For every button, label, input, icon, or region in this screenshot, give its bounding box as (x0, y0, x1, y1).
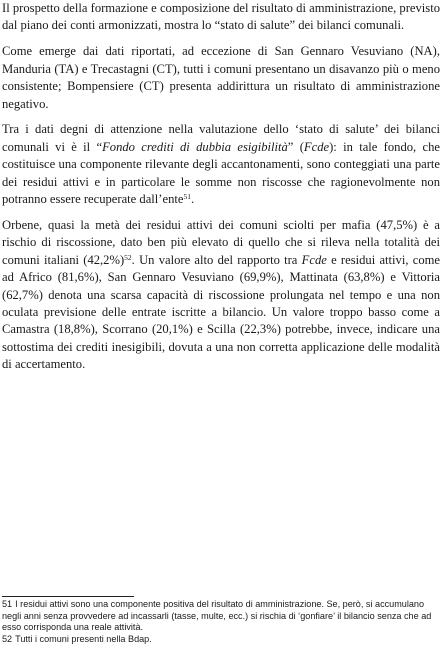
footnote-ref-52[interactable]: 52 (124, 252, 132, 262)
footnote-number: 52 (2, 633, 13, 644)
paragraph-4-text-middle: . Un valore alto del rapporto tra (131, 252, 302, 267)
footnote-number: 51 (2, 599, 13, 609)
paragraph-2: Come emerge dai dati riportati, ad eccezione di San Gennaro Vesuviano (NA), Manduria (TA) e Trecastagni (CT), tutti i comuni presentano un disavanzo più o meno consistente; Bompensiere (CT) presenta addirittura un risultato di amministrazione negativo. (2, 44, 440, 111)
paragraph-3-text-end: . (190, 192, 195, 207)
fund-abbreviation: Fcde (301, 252, 327, 267)
footnote-52 (2, 634, 442, 646)
fund-name: Fondo crediti di dubbia esigibilità (102, 139, 288, 154)
footnote-ref-51[interactable]: 51 (183, 192, 191, 202)
footnote-51 (2, 599, 442, 634)
paragraph-3-text-start: Tra i dati degni di attenzione nella valutazione dello ‘stato di salute’ dei bilanci comunali vi è il “ (2, 122, 440, 154)
paragraph-3-text-middle: ” ( (287, 139, 304, 154)
footnote-separator (2, 596, 134, 597)
footnotes (2, 599, 442, 645)
paragraph-4 (2, 217, 440, 374)
body-text (2, 0, 440, 382)
paragraph-4-text-start: Orbene, quasi la metà dei residui attivi dei comuni sciolti per mafia (47,5%) è a rischio di riscossione, dato ben più elevato di quello che si rileva nella totalità dei comuni italiani (42,2%) (2, 217, 440, 267)
paragraph-3-text-rest: ): in tale fondo, che costituisce una componente rilevante degli accantonamenti, sono conteggiati una parte dei residui attivi e in particolare le somme non riscosse che ragionevolmente non potranno essere recuperate dall’ente (2, 139, 440, 207)
footnote-text: I residui attivi sono una componente positiva del risultato di amministrazione. Se, però, si accumulano negli anni senza provvedere ad incassarli (tasse, multe, ecc.) si rischia di ‘gonfiare’ il bilancio senza che ad esso corrisponda una reale attività. (2, 599, 432, 633)
paragraph-3 (2, 121, 440, 208)
fund-abbreviation: Fcde (303, 139, 330, 154)
paragraph-4-text-rest: e residui attivi, come ad Africo (81,6%), San Gennaro Vesuviano (69,9%), Mattinata (63,8%) e Vittoria (62,7%) denota una scarsa capacità di riscossione prolungata nel tempo e una non oculata previsione delle entrate iscritte a bilancio. Un valore troppo basso come a Camastra (18,8%), Scorrano (20,1%) e Scilla (22,3%) potrebbe, invece, indicare una sottostima dei crediti inesigibili, dovuta a una non corretta applicazione delle modalità di accertamento. (2, 252, 440, 372)
paragraph-1: Il prospetto della formazione e composizione del risultato di amministrazione, previsto dal piano dei conti armonizzati, mostra lo “stato di salute” dei bilanci comunali. (2, 1, 440, 33)
footnote-text: Tutti i comuni presenti nella Bdap. (15, 633, 152, 644)
